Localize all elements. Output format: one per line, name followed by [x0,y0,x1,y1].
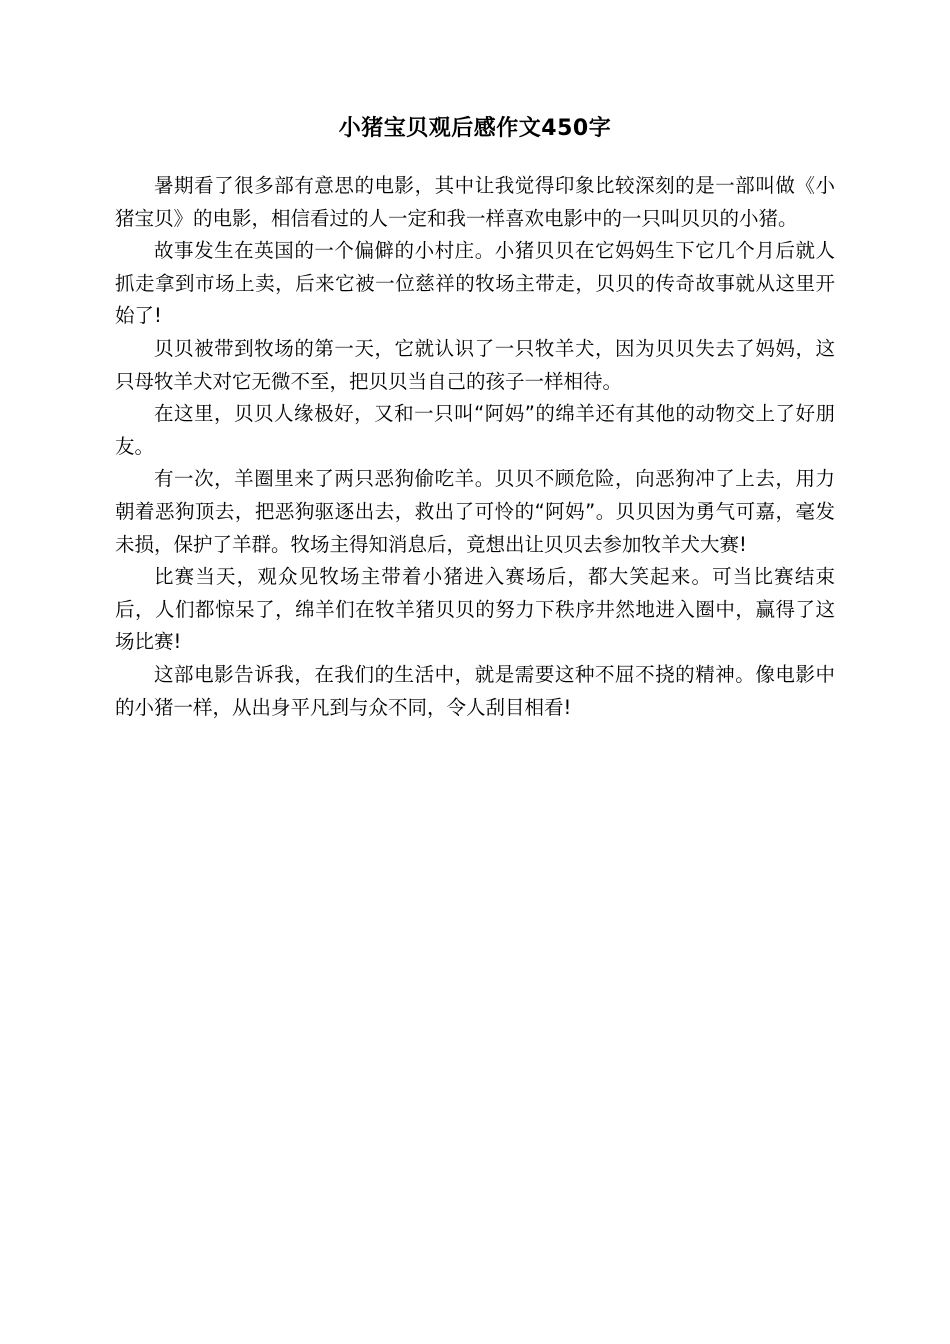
paragraph-7: 这部电影告诉我，在我们的生活中，就是需要这种不屈不挠的精神。像电影中的小猪一样，从出身平凡到与众不同，令人刮目相看! [115,662,835,719]
paragraph-2: 故事发生在英国的一个偏僻的小村庄。小猪贝贝在它妈妈生下它几个月后就人抓走拿到市场上卖，后来它被一位慈祥的牧场主带走，贝贝的传奇故事就从这里开始了! [115,239,835,328]
paragraph-4: 在这里，贝贝人缘极好，又和一只叫“阿妈”的绵羊还有其他的动物交上了好朋友。 [115,402,835,458]
document-title: 小猪宝贝观后感作文450字 [338,116,612,141]
paragraph-5: 有一次，羊圈里来了两只恶狗偷吃羊。贝贝不顾危险，向恶狗冲了上去，用力朝着恶狗顶去，把恶狗驱逐出去，救出了可怜的“阿妈”。贝贝因为勇气可嘉，毫发未损，保护了羊群。牧场主得知消息后，竟想出让贝贝去参加牧羊犬大赛! [115,467,835,556]
paragraph-3: 贝贝被带到牧场的第一天，它就认识了一只牧羊犬，因为贝贝失去了妈妈，这只母牧羊犬对它无微不至，把贝贝当自己的孩子一样相待。 [115,336,835,393]
document-body [115,170,835,724]
paragraph-6: 比赛当天，观众见牧场主带着小猪进入赛场后，都大笑起来。可当比赛结束后，人们都惊呆了，绵羊们在牧羊猪贝贝的努力下秩序井然地进入圈中，赢得了这场比赛! [115,565,835,654]
paragraph-1: 暑期看了很多部有意思的电影，其中让我觉得印象比较深刻的是一部叫做《小猪宝贝》的电影，相信看过的人一定和我一样喜欢电影中的一只叫贝贝的小猪。 [115,174,835,230]
